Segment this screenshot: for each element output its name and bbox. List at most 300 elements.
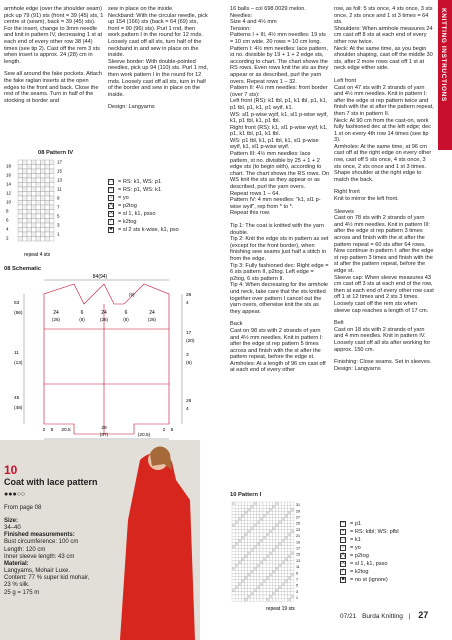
chart-cell bbox=[260, 533, 263, 536]
chart-cell bbox=[18, 187, 23, 192]
chart-cell bbox=[282, 555, 285, 558]
chart-cell bbox=[257, 567, 260, 570]
page-separator: | bbox=[408, 613, 411, 620]
chart-cell bbox=[291, 527, 294, 530]
chart-cell bbox=[282, 598, 285, 601]
legend-symbol: – bbox=[109, 186, 113, 193]
chart-cell bbox=[269, 598, 272, 601]
chart-cell bbox=[257, 583, 260, 586]
chart-cell bbox=[257, 561, 260, 564]
chart-cell bbox=[232, 555, 235, 558]
chart-cell bbox=[45, 237, 50, 242]
row-number: 2 bbox=[6, 235, 9, 241]
chart-cell bbox=[244, 561, 247, 564]
paragraph: 16 balls – col 698.0029 melon. Needles: Size 4 and 4½ mm Tension: Patterns I + III, 4½ mm needles: 19 sts = 10 cm wide. 20 rows = 10 cm long. Pattern I: 4½ mm needles: lace pattern, st no. divisible by 19 + 1 + 2 edge sts, according to chart. The chart shows the RS rows. Even rows knit the sts as they appear or as described, purl the yarn overs. Repeat rows 1 – 32. Pattern II: 4½ mm needles: front border (over 7 sts): Left front (RS): k1 tbl, p1, k1 tbl, p1, k1, p1 tbl, p1, k1, p1 wyif, k1. WS: sl1 p-wise wyif, k1, sl1 p-wise wyif, k1, p1 tbl, k1, p1 tbl. Right front (RS): k1, sl1 p-wise wyif, k1, p1, k1 tbl, p1, k1 tbl. WS: p1 tbl, k1, p1 tbl, k1, sl1 p-wise wyif, k1, sl1 p-wise wyif. Pattern III: 4½ mm needles: lace pattern, st no. divisible by 25 + 1 + 2 edge sts (to begin with), according to chart. The chart shows the RS rows. On WS knit the sts as they appear or as described, purl the yarn overs. Repeat rows 1 – 64. Pattern IV: 4 mm needles: “k1, sl1 p-wise wyif”, rep from * to *. Repeat this row. bbox=[230, 6, 330, 217]
chart-cell bbox=[275, 561, 278, 564]
chart-cell bbox=[235, 549, 238, 552]
chart-cell bbox=[232, 570, 235, 573]
chart-cell bbox=[257, 539, 260, 542]
chart-cell bbox=[288, 558, 291, 561]
chart-cell bbox=[36, 201, 41, 206]
chart-cell bbox=[279, 558, 282, 561]
chart-cell bbox=[235, 561, 238, 564]
chart-cell bbox=[263, 508, 266, 511]
schematic-measure: 45 bbox=[14, 396, 20, 401]
schematic-measure: 5 bbox=[170, 428, 174, 433]
chart-cell bbox=[238, 561, 241, 564]
repeat-label: repeat 4 sts bbox=[24, 252, 51, 258]
schematic-measure: (37) bbox=[99, 433, 109, 438]
chart-cell bbox=[260, 505, 263, 508]
chart-cell bbox=[254, 527, 257, 530]
chart-cell bbox=[241, 533, 244, 536]
chart-cell bbox=[235, 542, 238, 545]
chart-cell bbox=[18, 165, 23, 170]
schematic-measure: 2 bbox=[42, 428, 46, 433]
chart-cell bbox=[288, 583, 291, 586]
chart-cell bbox=[272, 552, 275, 555]
chart-cell bbox=[266, 533, 269, 536]
legend-item bbox=[340, 528, 440, 536]
chart-cell bbox=[41, 214, 46, 219]
chart-cell bbox=[41, 210, 46, 215]
chart-cell bbox=[248, 583, 251, 586]
chart-cell bbox=[269, 527, 272, 530]
chart-cell bbox=[291, 511, 294, 514]
chart-cell bbox=[285, 542, 288, 545]
chart-cell bbox=[45, 183, 50, 188]
chart-cell bbox=[41, 205, 46, 210]
chart-cell bbox=[235, 514, 238, 517]
chart-cell bbox=[254, 514, 257, 517]
chart-cell bbox=[285, 536, 288, 539]
chart-cell bbox=[275, 576, 278, 579]
chart-cell bbox=[248, 561, 251, 564]
chart-cell bbox=[257, 508, 260, 511]
chart-cell bbox=[275, 508, 278, 511]
chart-cell bbox=[269, 570, 272, 573]
chart-cell bbox=[275, 533, 278, 536]
paragraph: row, as foll: 5 sts once, 4 sts once, 3 sts once, 2 sts once and 1 st 3 times = 64 sts. Shoulders: When armhole measures 24 cm cast off 8 sts at each end of every other row twice. Neck: At the same time, as you begin shoulder shaping, cast off the middle 30 sts, after 2 more rows cast off 1 st at neck edge either side. bbox=[334, 6, 433, 72]
repeat-label: repeat 19 sts bbox=[266, 606, 295, 612]
chart-cell bbox=[251, 592, 254, 595]
schematic-measure: 53 bbox=[14, 301, 20, 306]
chart-cell bbox=[272, 567, 275, 570]
legend-text: = RS: p1, WS: k1 bbox=[118, 186, 162, 193]
chart-cell bbox=[238, 595, 241, 598]
chart-cell bbox=[50, 165, 55, 170]
chart-cell bbox=[27, 160, 32, 165]
chart-cell bbox=[269, 530, 272, 533]
schematic-measure: (26) bbox=[51, 317, 61, 322]
chart-cell bbox=[257, 545, 260, 548]
chart-cell bbox=[232, 545, 235, 548]
chart-cell bbox=[32, 205, 37, 210]
chart-cell bbox=[32, 196, 37, 201]
chart-cell bbox=[285, 567, 288, 570]
chart-cell bbox=[251, 539, 254, 542]
chart-cell bbox=[244, 527, 247, 530]
chart-cell bbox=[251, 524, 254, 527]
column-2 bbox=[108, 6, 208, 117]
chart-cell bbox=[282, 570, 285, 573]
chart-cell bbox=[291, 524, 294, 527]
chart-cell bbox=[251, 508, 254, 511]
chart-cell bbox=[238, 580, 241, 583]
chart-cell bbox=[232, 567, 235, 570]
chart-cell bbox=[291, 589, 294, 592]
chart-cell bbox=[32, 183, 37, 188]
schematic-measure: 2 bbox=[162, 428, 166, 433]
chart-cell bbox=[260, 576, 263, 579]
chart-cell bbox=[248, 514, 251, 517]
chart-cell bbox=[263, 521, 266, 524]
schematic-measure: 4 bbox=[186, 301, 189, 306]
chart-cell bbox=[45, 214, 50, 219]
chart-cell bbox=[285, 580, 288, 583]
chart-cell bbox=[272, 555, 275, 558]
chart-cell bbox=[232, 552, 235, 555]
chart-cell bbox=[279, 545, 282, 548]
chart-cell bbox=[291, 530, 294, 533]
chart-cell bbox=[244, 589, 247, 592]
chart-cell bbox=[269, 521, 272, 524]
chart-cell bbox=[269, 542, 272, 545]
schematic-title: 08 Schematic bbox=[4, 266, 42, 272]
chart-cell bbox=[266, 530, 269, 533]
chart-cell bbox=[254, 530, 257, 533]
chart-cell bbox=[50, 219, 55, 224]
chart-cell bbox=[288, 570, 291, 573]
chart-cell bbox=[257, 521, 260, 524]
chart-cell bbox=[257, 558, 260, 561]
chart-cell bbox=[291, 564, 294, 567]
schematic-measure: 17 bbox=[186, 331, 192, 336]
chart-cell bbox=[232, 539, 235, 542]
chart-cell bbox=[235, 539, 238, 542]
chart-cell bbox=[291, 595, 294, 598]
chart-cell bbox=[248, 589, 251, 592]
chart-cell bbox=[32, 187, 37, 192]
chart-cell bbox=[260, 536, 263, 539]
chart-cell bbox=[266, 567, 269, 570]
chart-cell bbox=[257, 598, 260, 601]
chart-cell bbox=[257, 530, 260, 533]
chart-cell bbox=[248, 595, 251, 598]
chart-cell bbox=[288, 586, 291, 589]
chart-cell bbox=[288, 536, 291, 539]
size-value: 34–40 bbox=[4, 524, 21, 531]
chart-cell bbox=[279, 505, 282, 508]
schematic-measure: 3 bbox=[186, 353, 189, 358]
chart-cell bbox=[50, 214, 55, 219]
row-number: 15 bbox=[57, 168, 63, 174]
legend-symbol: ⋌ bbox=[340, 560, 346, 567]
chart-cell bbox=[36, 223, 41, 228]
row-number: 31 bbox=[296, 503, 300, 508]
chart-cell bbox=[238, 533, 241, 536]
schematic-measure: (28) bbox=[99, 317, 109, 322]
chart-cell bbox=[251, 514, 254, 517]
chart-cell bbox=[254, 524, 257, 527]
chart-cell bbox=[285, 549, 288, 552]
chart-cell bbox=[275, 592, 278, 595]
chart-cell bbox=[235, 576, 238, 579]
chart-cell bbox=[263, 549, 266, 552]
chart-cell bbox=[241, 508, 244, 511]
chart-cell bbox=[257, 564, 260, 567]
page-number: 27 bbox=[418, 610, 429, 620]
chart-cell bbox=[32, 160, 37, 165]
chart-cell bbox=[282, 592, 285, 595]
chart-cell bbox=[263, 564, 266, 567]
chart-cell bbox=[27, 187, 32, 192]
chart-cell bbox=[36, 205, 41, 210]
paragraph: Right front Knit to mirror the left front. bbox=[334, 189, 399, 203]
chart-cell bbox=[257, 527, 260, 530]
chart-cell bbox=[27, 232, 32, 237]
chart-cell bbox=[282, 514, 285, 517]
legend-item bbox=[108, 218, 208, 226]
chart-cell bbox=[282, 573, 285, 576]
chart-cell bbox=[282, 536, 285, 539]
schematic-measure: (56) bbox=[14, 311, 23, 316]
chart-cell bbox=[241, 576, 244, 579]
chart-cell bbox=[279, 564, 282, 567]
chart-cell bbox=[263, 580, 266, 583]
chart-cell bbox=[275, 518, 278, 521]
chart-cell bbox=[285, 518, 288, 521]
chart-cell bbox=[251, 570, 254, 573]
chart-cell bbox=[251, 589, 254, 592]
chart-cell bbox=[244, 539, 247, 542]
chart-cell bbox=[45, 232, 50, 237]
chart-cell bbox=[260, 561, 263, 564]
chart-cell bbox=[238, 536, 241, 539]
chart-cell bbox=[279, 542, 282, 545]
pattern-number: 10 bbox=[4, 463, 18, 477]
chart-cell bbox=[235, 580, 238, 583]
chart-cell bbox=[32, 228, 37, 233]
chart-cell bbox=[275, 505, 278, 508]
chart-cell bbox=[23, 187, 28, 192]
chart-cell bbox=[272, 527, 275, 530]
chart-cell bbox=[248, 552, 251, 555]
chart-cell bbox=[45, 178, 50, 183]
chart-cell bbox=[244, 567, 247, 570]
chart-cell bbox=[32, 192, 37, 197]
chart-cell bbox=[241, 589, 244, 592]
chart-cell bbox=[232, 595, 235, 598]
chart-cell bbox=[41, 178, 46, 183]
chart-cell bbox=[272, 514, 275, 517]
chart-cell bbox=[269, 558, 272, 561]
chart-cell bbox=[248, 586, 251, 589]
chart-cell bbox=[263, 558, 266, 561]
chart-cell bbox=[263, 533, 266, 536]
chart-cell bbox=[238, 583, 241, 586]
chart-cell bbox=[272, 549, 275, 552]
chart-cell bbox=[235, 564, 238, 567]
chart-cell bbox=[288, 527, 291, 530]
chart-cell bbox=[279, 518, 282, 521]
chart-cell bbox=[285, 530, 288, 533]
chart-cell bbox=[279, 561, 282, 564]
chart-cell bbox=[248, 533, 251, 536]
chart-cell bbox=[269, 514, 272, 517]
chart-cell bbox=[263, 567, 266, 570]
chart-cell bbox=[275, 598, 278, 601]
chart-cell bbox=[263, 576, 266, 579]
chart-cell bbox=[260, 521, 263, 524]
chart-cell bbox=[235, 530, 238, 533]
chart-cell bbox=[232, 549, 235, 552]
chart-cell bbox=[254, 502, 257, 505]
chart-cell bbox=[279, 592, 282, 595]
chart-cell bbox=[235, 598, 238, 601]
chart-cell bbox=[272, 511, 275, 514]
chart-cell bbox=[23, 165, 28, 170]
chart-cell bbox=[251, 552, 254, 555]
chart-cell bbox=[32, 214, 37, 219]
chart-cell bbox=[257, 580, 260, 583]
chart-cell bbox=[244, 558, 247, 561]
chart-cell bbox=[275, 583, 278, 586]
chart-cell bbox=[288, 518, 291, 521]
chart-cell bbox=[238, 576, 241, 579]
chart-cell bbox=[238, 552, 241, 555]
pattern-info bbox=[4, 463, 114, 597]
chart-cell bbox=[269, 586, 272, 589]
chart-cell bbox=[254, 583, 257, 586]
chart-cell bbox=[266, 505, 269, 508]
chart-cell bbox=[269, 511, 272, 514]
row-number: 16 bbox=[6, 172, 12, 178]
row-number: 23 bbox=[296, 527, 300, 532]
chart-cell bbox=[291, 570, 294, 573]
chart-cell bbox=[27, 228, 32, 233]
chart-cell bbox=[32, 174, 37, 179]
pattern-iv-chart bbox=[4, 158, 104, 260]
chart-cell bbox=[238, 586, 241, 589]
chart-cell bbox=[23, 237, 28, 242]
chart-cell bbox=[275, 527, 278, 530]
chart-cell bbox=[257, 536, 260, 539]
chart-cell bbox=[272, 518, 275, 521]
chart-cell bbox=[260, 570, 263, 573]
row-number: 13 bbox=[57, 177, 63, 183]
chart-cell bbox=[263, 524, 266, 527]
chart-cell bbox=[254, 598, 257, 601]
chart-cell bbox=[248, 536, 251, 539]
chart-cell bbox=[50, 232, 55, 237]
chart-cell bbox=[50, 205, 55, 210]
chart-cell bbox=[291, 598, 294, 601]
legend-text: = k1 bbox=[350, 536, 361, 543]
chart-cell bbox=[257, 518, 260, 521]
chart-cell bbox=[251, 561, 254, 564]
chart-cell bbox=[41, 174, 46, 179]
chart-cell bbox=[18, 205, 23, 210]
chart-cell bbox=[235, 558, 238, 561]
chart-cell bbox=[272, 598, 275, 601]
paragraph: Belt Cast on 18 sts with 2 strands of yarn and 4 mm needles. Knit in pattern IV. Loosely cast off all sts after working for approx. 150 cm. bbox=[334, 320, 431, 353]
legend-symbol: ○ bbox=[109, 194, 113, 201]
chart-cell bbox=[272, 561, 275, 564]
chart-cell bbox=[50, 228, 55, 233]
chart-cell bbox=[45, 196, 50, 201]
chart-cell bbox=[45, 228, 50, 233]
chart-cell bbox=[36, 165, 41, 170]
chart-cell bbox=[248, 508, 251, 511]
chart-cell bbox=[41, 169, 46, 174]
chart-cell bbox=[263, 542, 266, 545]
chart-cell bbox=[282, 595, 285, 598]
legend-text: = RS: ktbl; WS: pfbl bbox=[350, 528, 399, 535]
chart-cell bbox=[232, 508, 235, 511]
chart-cell bbox=[251, 542, 254, 545]
chart-cell bbox=[36, 187, 41, 192]
chart-cell bbox=[275, 514, 278, 517]
chart-cell bbox=[41, 196, 46, 201]
chart-cell bbox=[272, 545, 275, 548]
chart-cell bbox=[279, 521, 282, 524]
chart-cell bbox=[257, 570, 260, 573]
chart-cell bbox=[232, 518, 235, 521]
chart-cell bbox=[244, 518, 247, 521]
legend-text: = sl 2 sts k-wise, k1, pso bbox=[118, 226, 179, 233]
chart-cell bbox=[291, 552, 294, 555]
chart-cell bbox=[232, 564, 235, 567]
chart-cell bbox=[263, 502, 266, 505]
row-number: 10 bbox=[6, 199, 12, 205]
chart-cell bbox=[232, 511, 235, 514]
chart-cell bbox=[238, 573, 241, 576]
chart-cell bbox=[260, 589, 263, 592]
row-number: 4 bbox=[6, 226, 9, 232]
chart-cell bbox=[285, 545, 288, 548]
chart-cell bbox=[232, 530, 235, 533]
legend-text: = k2tog bbox=[118, 218, 137, 225]
chart-cell bbox=[27, 165, 32, 170]
chart-cell bbox=[244, 580, 247, 583]
chart-cell bbox=[232, 580, 235, 583]
chart-cell bbox=[238, 527, 241, 530]
row-number: 17 bbox=[57, 159, 63, 165]
chart-cell bbox=[275, 536, 278, 539]
chart-cell bbox=[244, 592, 247, 595]
chart-cell bbox=[260, 530, 263, 533]
legend-item bbox=[108, 186, 208, 194]
chart-cell bbox=[288, 508, 291, 511]
chart-cell bbox=[238, 545, 241, 548]
chart-cell bbox=[257, 505, 260, 508]
chart-cell bbox=[263, 586, 266, 589]
chart-cell bbox=[254, 555, 257, 558]
chart-cell bbox=[257, 511, 260, 514]
chart-cell bbox=[254, 518, 257, 521]
chart-cell bbox=[269, 576, 272, 579]
chart-cell bbox=[41, 232, 46, 237]
legend-text: = no st (ignore) bbox=[350, 576, 388, 583]
chart-cell bbox=[23, 174, 28, 179]
chart-cell bbox=[36, 237, 41, 242]
chart-cell bbox=[260, 586, 263, 589]
chart-cell bbox=[232, 505, 235, 508]
chart-cell bbox=[260, 580, 263, 583]
chart-cell bbox=[45, 223, 50, 228]
chart-cell bbox=[244, 530, 247, 533]
